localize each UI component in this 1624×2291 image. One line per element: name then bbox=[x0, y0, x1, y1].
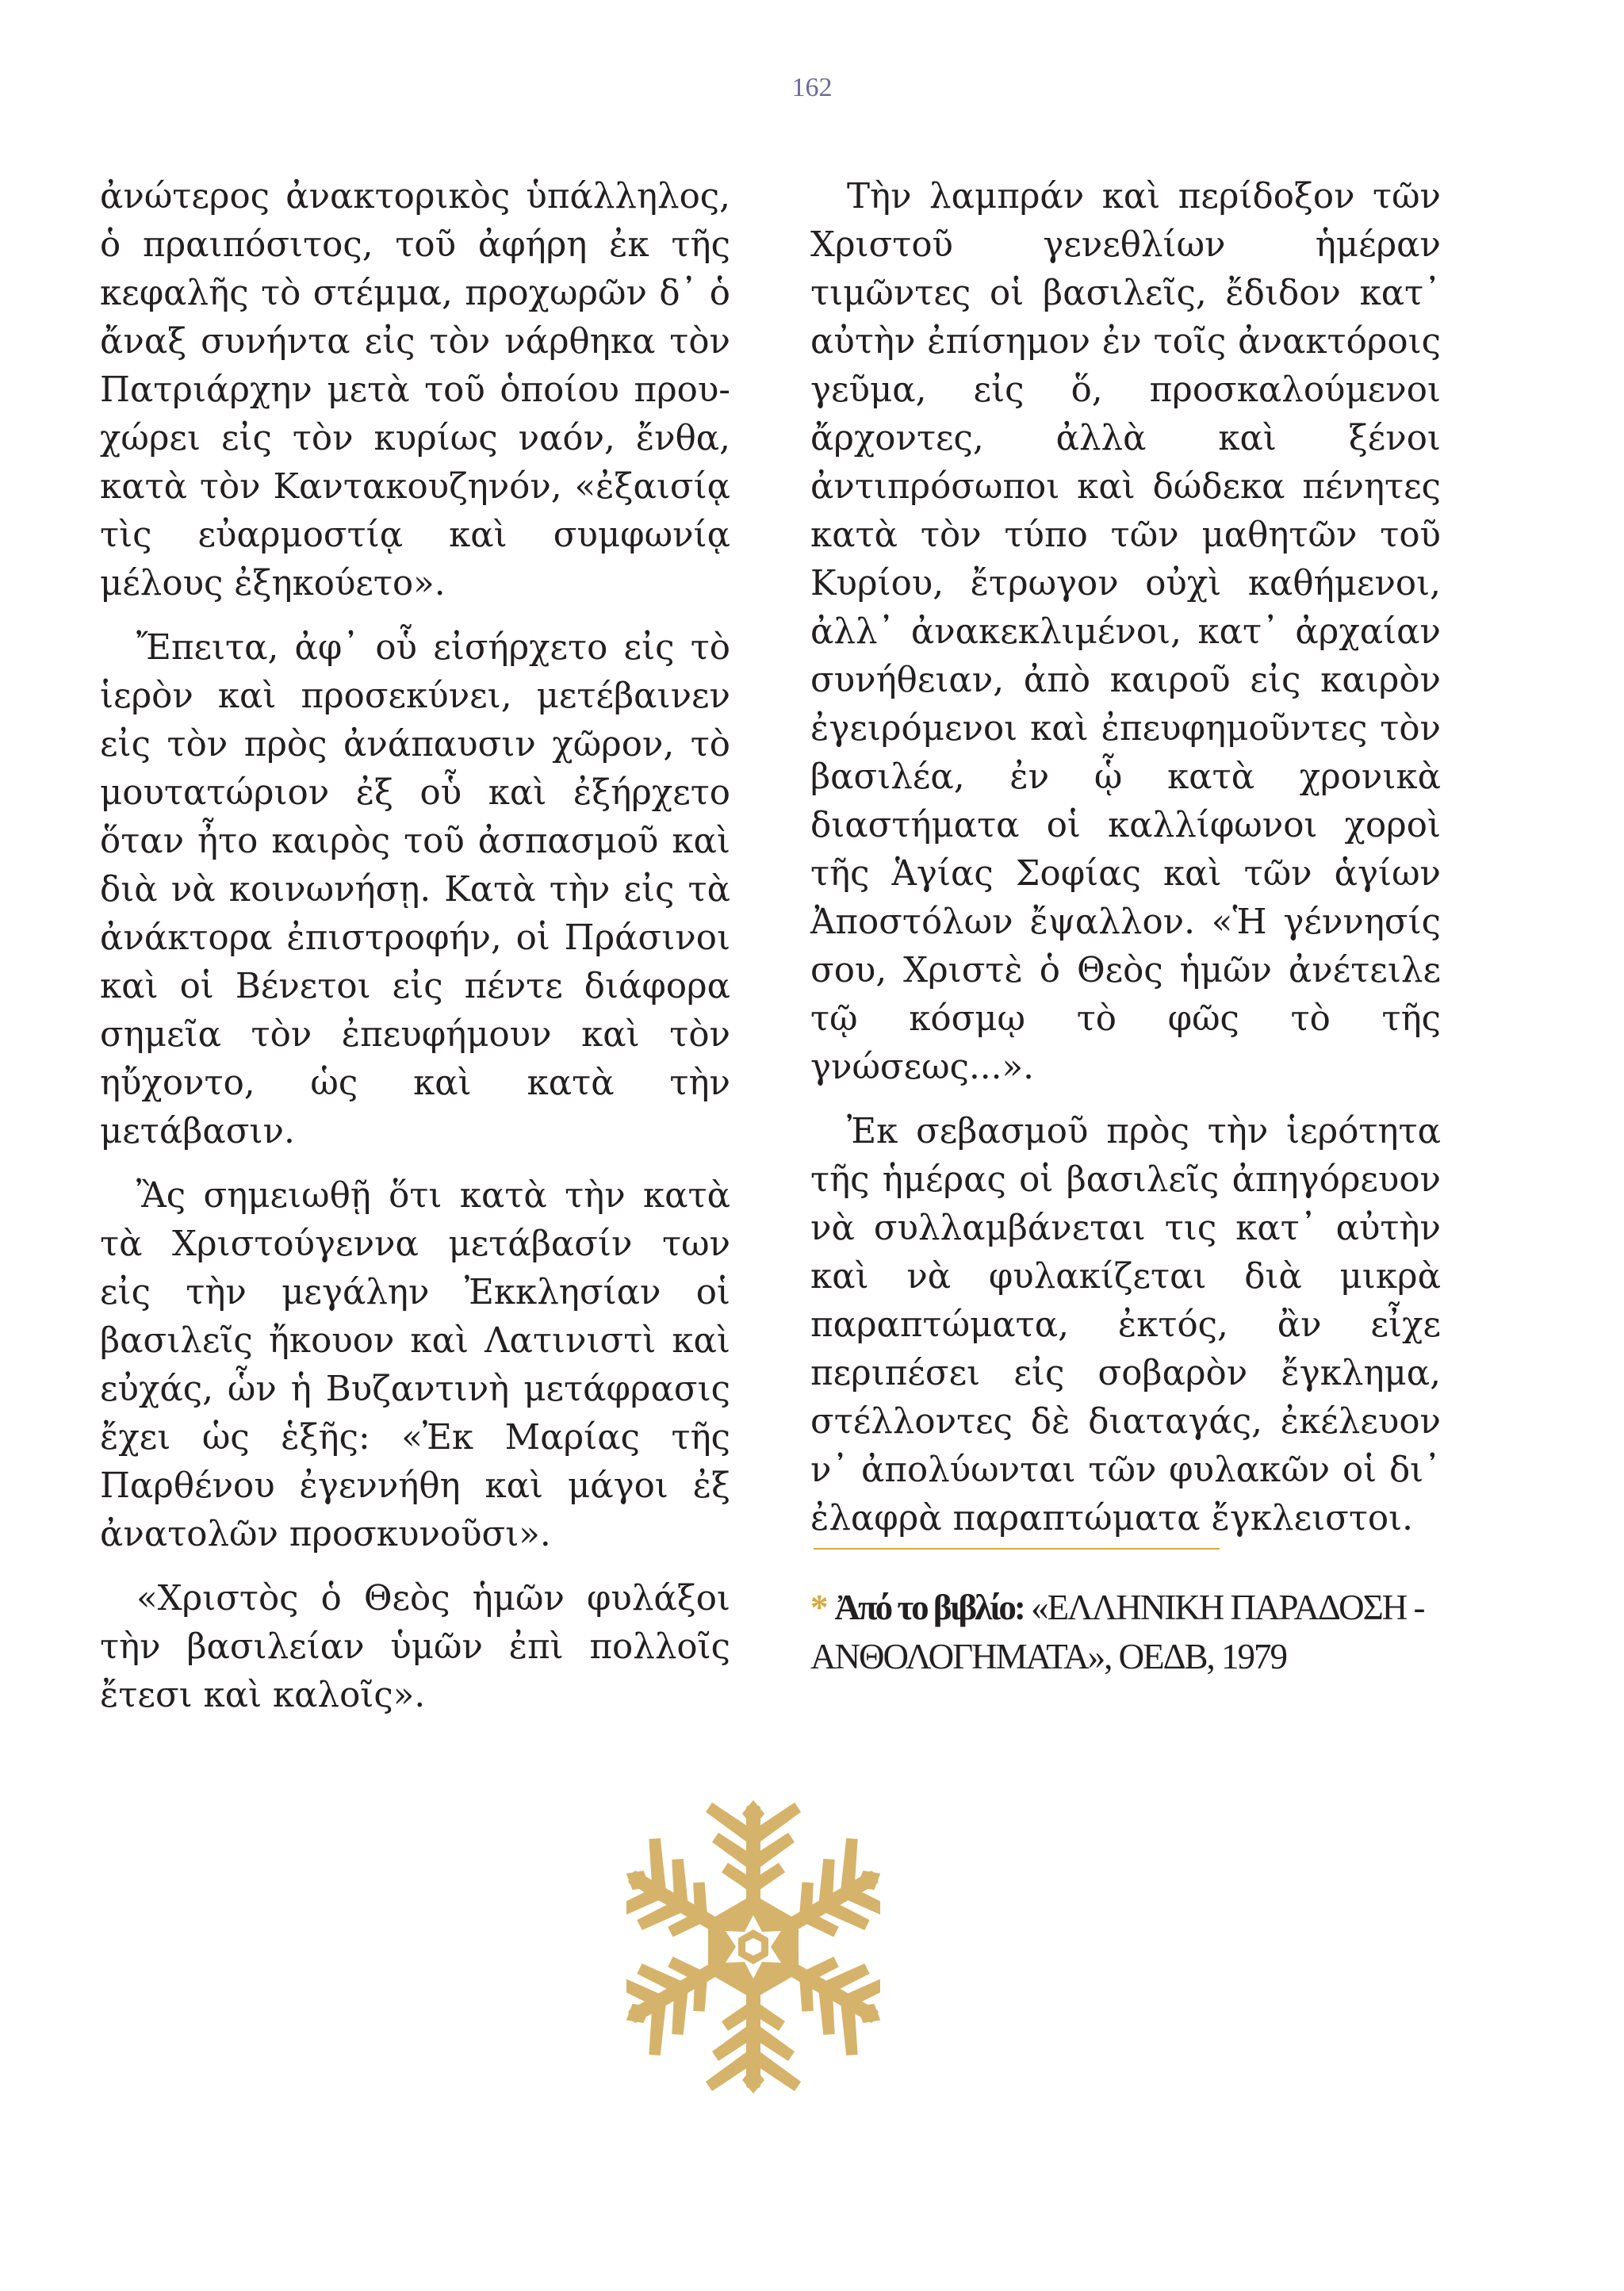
left-paragraph-4: «Χριστὸς ὁ Θεὸς ἡμῶν φυλάξοι τὴν βασιλείαν ὑμῶν ἐπὶ πολλοῖς ἔτεσι καὶ καλοῖς». bbox=[100, 1579, 730, 1715]
snowflake-icon bbox=[626, 1800, 880, 2094]
footnote-divider bbox=[814, 1548, 1220, 1550]
left-paragraph-3: Ἂς σημειωθῇ ὅτι κατὰ τὴν κατὰ τὰ Χριστούγεννα μετάβασίν των εἰς τὴν μεγάλην Ἐκκλησίαν οἱ βασιλεῖς ἤκουον καὶ Λατινιστὶ καὶ εὐχάς, ὧν ἡ Βυζαντινὴ μετάφρασις ἔχει ὡς ἑξῆς: «Ἐκ Μαρίας τῆς Παρθένου ἐγεννήθη καὶ μάγοι ἐξ ἀνατολῶν προσκυνοῦσι». bbox=[100, 1176, 730, 1554]
right-column bbox=[810, 173, 1441, 1559]
footnote-text: «ΕΛΛΗΝΙΚΗ ΠΑΡΑΔΟΣΗ - ΑΝΘΟΛΟΓΗΜΑΤΑ», ΟΕΔΒ, 1979 bbox=[810, 1588, 1424, 1676]
left-paragraph-1: ἀνώτερος ἀνακτορικὸς ὑπάλληλος, ὁ πραιπόσιτος, τοῦ ἀφήρη ἐκ τῆς κεφαλῆς τὸ στέμμα, προχωρῶν δ᾽ ὁ ἄναξ συνήντα εἰς τὸν νάρθηκα τὸν Πατριάρχην μετὰ τοῦ ὁποίου προυχώρει εἰς τὸν κυρίως ναόν, ἔνθα, κατὰ τὸν Καντακουζηνόν, «ἐξαισίᾳ τὶς εὐαρμοστίᾳ καὶ συμφωνίᾳ μέλους ἐξηκούετο». bbox=[100, 177, 730, 603]
page-number: 162 bbox=[791, 73, 833, 102]
footnote-label: Ἀπό το βιβλίο: bbox=[834, 1588, 1024, 1627]
footnote bbox=[810, 1583, 1461, 1681]
footnote-marker: * bbox=[810, 1588, 827, 1627]
left-column bbox=[100, 173, 730, 1736]
right-paragraph-1: Τὴν λαμπράν καὶ περίδοξον τῶν Χριστοῦ γενεθλίων ἡμέραν τιμῶντες οἱ βασιλεῖς, ἔδιδον κατ᾽ αὐτὴν ἐπίσημον ἐν τοῖς ἀνακτόροις γεῦμα, εἰς ὅ, προσκαλούμενοι ἄρχοντες, ἀλλὰ καὶ ξένοι ἀντιπρόσωποι καὶ δώδεκα πένητες κατὰ τὸν τύπο τῶν μαθητῶν τοῦ Κυρίου, ἔτρωγον οὐχὶ καθήμενοι, ἀλλ᾽ ἀνακεκλιμένοι, κατ᾽ ἀρχαίαν συνήθειαν, ἀπὸ καιροῦ εἰς καιρὸν ἐγειρόμενοι καὶ ἐπευφημοῦντες τὸν βασιλέα, ἐν ᾧ κατὰ χρονικὰ διαστήματα οἱ καλλίφωνοι χοροὶ τῆς Ἁγίας Σοφίας καὶ τῶν ἁγίων Ἀποστόλων ἔψαλλον. «Ἡ γέννησίς σου, Χριστὲ ὁ Θεὸς ἡμῶν ἀνέτειλε τῷ κόσμῳ τὸ φῶς τὸ τῆς γνώσεως...». bbox=[810, 177, 1441, 1087]
left-paragraph-2: Ἔπειτα, ἀφ᾽ οὗ εἰσήρχετο εἰς τὸ ἱερὸν καὶ προσεκύνει, μετέβαινεν εἰς τὸν πρὸς ἀνάπαυσιν χῶρον, τὸ μουτατώριον ἐξ οὗ καὶ ἐξήρχετο ὅταν ἦτο καιρὸς τοῦ ἀσπασμοῦ καὶ διὰ νὰ κοινωνήσῃ. Κατὰ τὴν εἰς τὰ ἀνάκτορα ἐπιστροφήν, οἱ Πράσινοι καὶ οἱ Βένετοι εἰς πέντε διάφορα σημεῖα τὸν ἐπευφήμουν καὶ τὸν ηὔχοντο, ὡς καὶ κατὰ τὴν μετάβασιν. bbox=[100, 628, 730, 1151]
right-paragraph-2: Ἐκ σεβασμοῦ πρὸς τὴν ἱερότητα τῆς ἡμέρας οἱ βασιλεῖς ἀπηγόρευον νὰ συλλαμβάνεται τις κατ᾽ αὐτὴν καὶ νὰ φυλακίζεται διὰ μικρὰ παραπτώματα, ἐκτός, ἂν εἶχε περιπέσει εἰς σοβαρὸν ἔγκλημα, στέλλοντες δὲ διαταγάς, ἐκέλευον ν᾽ ἀπολύωνται τῶν φυλακῶν οἱ δι᾽ ἐλαφρὰ παραπτώματα ἔγκλειστοι. bbox=[810, 1112, 1441, 1538]
